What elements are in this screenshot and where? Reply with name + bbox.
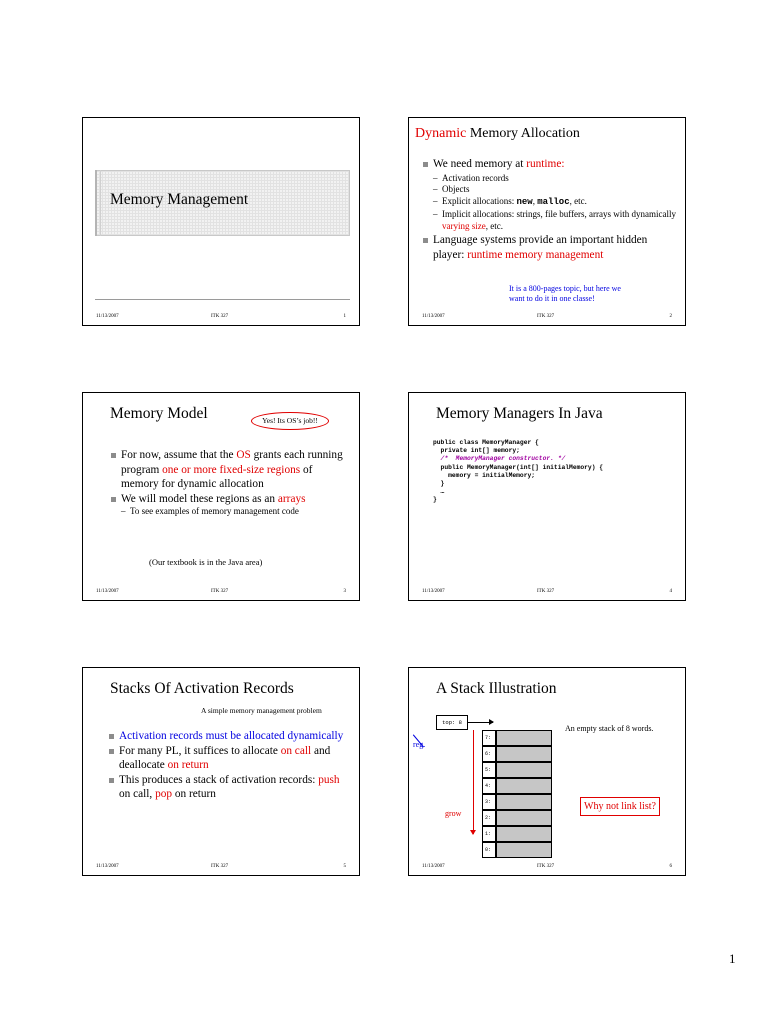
slide-date: 11/13/2007 <box>96 864 119 869</box>
bullet-square-icon <box>109 778 114 783</box>
memory-cell <box>496 810 552 826</box>
title-rest: Memory Allocation <box>466 126 580 141</box>
slide-date: 11/13/2007 <box>96 589 119 594</box>
top-pointer-arrow <box>468 722 493 723</box>
slide-course: ITK 327 <box>211 864 229 869</box>
sub-list <box>433 173 681 233</box>
slide-course: ITK 327 <box>537 589 555 594</box>
sub-list <box>121 506 347 518</box>
bullet-list <box>111 448 347 518</box>
slide-course: ITK 327 <box>537 314 555 319</box>
memory-index: 6: <box>482 746 496 762</box>
slide-number: 3 <box>343 589 346 594</box>
title-band-line <box>95 170 97 236</box>
note: It is a 800-pages topic, but here we want to do it in one classe! <box>509 284 621 303</box>
grow-arrow <box>473 730 474 834</box>
bullet-list <box>423 157 681 262</box>
slide-date: 11/13/2007 <box>96 314 119 319</box>
memory-cell <box>496 762 552 778</box>
slide-dynamic-memory-allocation <box>408 117 686 326</box>
slide-number: 1 <box>343 314 346 319</box>
note: (Our textbook is in the Java area) <box>149 557 263 567</box>
bullet-pl: For many PL, it suffices to allocate on call and deallocate on return <box>109 744 345 773</box>
slide-subtitle: A simple memory management problem <box>201 706 322 715</box>
slide-date: 11/13/2007 <box>422 589 445 594</box>
slide-course: ITK 327 <box>211 314 229 319</box>
memory-index: 2: <box>482 810 496 826</box>
slide-title: Memory Managers In Java <box>436 405 603 422</box>
code-line: memory = initialMemory; <box>433 471 536 479</box>
bullet-os: For now, assume that the OS grants each running program one or more fixed-size regions of memory for dynamic allocation <box>111 448 347 492</box>
top-register-box: top: 8 <box>436 715 468 730</box>
slide-course: ITK 327 <box>537 864 555 869</box>
bullet-square-icon <box>111 453 116 458</box>
code-line: } <box>433 480 445 488</box>
memory-cell <box>496 730 552 746</box>
bullet-language-systems: Language systems provide an important hidden player: runtime memory management <box>423 233 681 262</box>
memory-cell <box>496 746 552 762</box>
code-comment: /* MemoryManager constructor. */ <box>433 455 566 463</box>
slide-title: A Stack Illustration <box>436 680 557 697</box>
memory-index: 5: <box>482 762 496 778</box>
slide-stack-illustration <box>408 667 686 876</box>
memory-cell <box>496 842 552 858</box>
question-box: Why not link list? <box>580 797 660 816</box>
memory-cell <box>496 826 552 842</box>
bullet-arrays: We will model these regions as an arrays – To see examples of memory management code <box>111 492 347 518</box>
memory-index: 0: <box>482 842 496 858</box>
slide-memory-model <box>82 392 360 601</box>
sub-item: – Implicit allocations: strings, file buffers, arrays with dynamically varying size, etc. <box>433 208 677 231</box>
bullet-list <box>109 729 345 802</box>
bullet-produces: This produces a stack of activation records: push on call, pop on return <box>109 773 345 802</box>
reg-label: reg. <box>413 740 426 749</box>
slide-stacks-activation-records <box>82 667 360 876</box>
slide-date: 11/13/2007 <box>422 864 445 869</box>
slide-course: ITK 327 <box>211 589 229 594</box>
memory-index: 7: <box>482 730 496 746</box>
title-band-line-2 <box>100 170 101 236</box>
slide-number: 4 <box>669 589 672 594</box>
slide-number: 2 <box>669 314 672 319</box>
slide-memory-managers-java <box>408 392 686 601</box>
grow-label: grow <box>445 809 462 818</box>
bullet-square-icon <box>109 734 114 739</box>
code-block <box>433 439 603 505</box>
slide-number: 5 <box>343 864 346 869</box>
slide-date: 11/13/2007 <box>422 314 445 319</box>
callout-bubble: Yes! Its OS’s job!! <box>251 412 329 430</box>
slide-title: Memory Model <box>110 405 208 422</box>
memory-index: 3: <box>482 794 496 810</box>
code-line: public MemoryManager(int[] initialMemory) { <box>433 463 604 471</box>
bullet-runtime: We need memory at runtime: – Activation records – Objects – Explicit allocations: new, malloc, etc. – Implicit allocations: strings, file buffers, arrays with dynamically varying size, etc. <box>423 157 681 232</box>
title-highlight: Dynamic <box>415 126 467 141</box>
bullet-square-icon <box>111 497 116 502</box>
code-line: public class MemoryManager { <box>433 439 539 446</box>
code-line: } <box>433 496 437 504</box>
slide-title: Stacks Of Activation Records <box>110 680 294 697</box>
bullet-allocated: Activation records must be allocated dynamically <box>109 729 345 744</box>
memory-cell <box>496 778 552 794</box>
bullet-square-icon <box>423 162 428 167</box>
slide-memory-management <box>82 117 360 326</box>
memory-index: 1: <box>482 826 496 842</box>
bullet-square-icon <box>109 749 114 754</box>
bullet-square-icon <box>423 238 428 243</box>
memory-cell <box>496 794 552 810</box>
footer-rule <box>95 299 350 300</box>
code-line: … <box>433 488 445 496</box>
sub-item: – Objects <box>433 184 470 195</box>
page-number: 1 <box>729 951 736 966</box>
sub-item: – Explicit allocations: new, malloc, etc. <box>433 196 587 208</box>
slide-title: Memory Management <box>110 191 249 208</box>
sub-item: – To see examples of memory management code <box>121 506 299 516</box>
slide-number: 6 <box>669 864 672 869</box>
code-line: private int[] memory; <box>433 447 520 455</box>
memory-index: 4: <box>482 778 496 794</box>
sub-item: – Activation records <box>433 172 509 183</box>
note: An empty stack of 8 words. <box>565 724 654 733</box>
slide-title <box>415 125 580 143</box>
